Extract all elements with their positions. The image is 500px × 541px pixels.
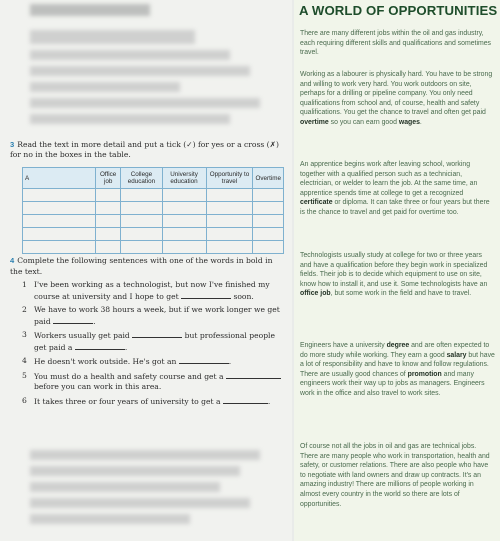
answer-cell[interactable] xyxy=(206,241,253,254)
article-paragraph: Technologists usually study at college for two or three years and have a qualification before they begin work in specialized fields. Their job is to decide which equipment to use on site, know how to install it, and use it. Some technologists have an office job, but some work in the field and have to travel. xyxy=(300,252,488,298)
answer-blank[interactable] xyxy=(53,316,93,324)
answer-cell[interactable] xyxy=(253,228,284,241)
answer-cell[interactable] xyxy=(206,189,253,202)
answer-cell[interactable] xyxy=(96,202,121,215)
instruction-text: Complete the following sentences with one of the words in bold in the text. xyxy=(10,256,273,276)
column-header: College education xyxy=(121,168,162,189)
answer-cell[interactable] xyxy=(96,228,121,241)
article-paragraph: Of course not all the jobs in oil and gas are technical jobs. There are many people who work in transportation, health and safety, or customer relations. There are also people who have to negotiate with land owners and draw up contracts. It's an amazing industry! There are millions of people working in almost every country in the world so there are lots of opportunities. xyxy=(300,443,490,508)
table-row xyxy=(23,202,284,215)
answer-blank[interactable] xyxy=(181,291,231,299)
answer-cell[interactable] xyxy=(121,189,162,202)
answer-blank[interactable] xyxy=(223,396,268,404)
exercise-number: 4 xyxy=(10,256,15,265)
table-row xyxy=(23,189,284,202)
answer-cell[interactable] xyxy=(23,189,96,202)
list-item: 6 It takes three or four years of university to get a . xyxy=(22,395,271,406)
answer-cell[interactable] xyxy=(23,241,96,254)
answer-cell[interactable] xyxy=(253,189,284,202)
blurred-text-line xyxy=(30,114,230,124)
answer-cell[interactable] xyxy=(23,215,96,228)
answer-cell[interactable] xyxy=(206,202,253,215)
answer-cell[interactable] xyxy=(162,215,206,228)
answer-cell[interactable] xyxy=(23,228,96,241)
list-item: 1 I've been working as a technologist, but now I've finished my course at university and I hope to get soon. xyxy=(22,280,270,301)
answer-cell[interactable] xyxy=(162,228,206,241)
exercise-4-instruction xyxy=(10,256,285,277)
article-paragraph: There are many different jobs within the oil and gas industry, each requiring different skills and qualifications and sometimes travel. xyxy=(300,30,491,57)
blurred-text-line xyxy=(30,514,190,524)
answer-cell[interactable] xyxy=(206,215,253,228)
table-header-row xyxy=(23,168,284,189)
table-row xyxy=(23,228,284,241)
article-paragraph: An apprentice begins work after leaving school, working together with a qualified person such as a technician, electrician, or welder to learn the job. At the same time, an apprentice spends time at college to get a recognized certificate or diploma. It can take three or four years but there is the chance to travel and get paid for overtime too. xyxy=(300,161,490,216)
blurred-text-line xyxy=(30,98,260,108)
table-row xyxy=(23,241,284,254)
list-item: 2 We have to work 38 hours a week, but if we work longer we get paid . xyxy=(22,305,280,326)
answer-cell[interactable] xyxy=(121,228,162,241)
article-paragraph: Working as a labourer is physically hard. You have to be strong and willing to work very hard. You work outdoors on site, perhaps for a drilling or pipeline company. You only need qualifications from school and, of course, health and safety qualifications. You get the chance to travel and often get paid overtime so you can earn good wages. xyxy=(300,71,493,126)
answer-cell[interactable] xyxy=(121,241,162,254)
blurred-text-line xyxy=(30,482,220,492)
answer-cell[interactable] xyxy=(162,189,206,202)
blurred-text-line xyxy=(30,30,195,44)
blurred-text-line xyxy=(30,66,250,76)
answer-blank[interactable] xyxy=(75,342,125,350)
answer-cell[interactable] xyxy=(253,241,284,254)
article-title: A WORLD OF OPPORTUNITIES xyxy=(299,3,498,18)
column-header: A xyxy=(23,168,96,189)
sentence-list xyxy=(22,280,284,410)
blurred-heading xyxy=(30,4,150,16)
blurred-text-line xyxy=(30,450,260,460)
list-item: 3 Workers usually get paid but professional people get paid a . xyxy=(22,330,275,352)
answer-blank[interactable] xyxy=(132,330,182,338)
answer-cell[interactable] xyxy=(121,202,162,215)
column-header: Office job xyxy=(96,168,121,189)
answer-blank[interactable] xyxy=(179,356,229,364)
column-header: Overtime xyxy=(253,168,284,189)
blurred-text-line xyxy=(30,50,230,60)
answer-cell[interactable] xyxy=(96,215,121,228)
list-item: 5 You must do a health and safety course and get a before you can work in this area. xyxy=(22,371,284,393)
article-paragraph: Engineers have a university degree and are often expected to do more study while working. They earn a good salary but have a lot of responsibility and have to know and follow regulations. There are usually good chances of promotion and many engineers work their way up to jobs as managers. Engineers work in the office and also travel to work sites. xyxy=(300,342,495,397)
blurred-text-line xyxy=(30,498,250,508)
answer-cell[interactable] xyxy=(121,215,162,228)
answer-cell[interactable] xyxy=(206,228,253,241)
answer-cell[interactable] xyxy=(96,189,121,202)
tick-table xyxy=(22,167,284,254)
blurred-text-line xyxy=(30,82,180,92)
instruction-text: Read the text in more detail and put a tick (✓) for yes or a cross (✗) for no in the boxes in the table. xyxy=(10,140,279,159)
answer-cell[interactable] xyxy=(162,202,206,215)
exercise-3-instruction xyxy=(10,140,285,160)
list-item: 4 He doesn't work outside. He's got an . xyxy=(22,356,232,366)
answer-cell[interactable] xyxy=(23,202,96,215)
answer-cell[interactable] xyxy=(162,241,206,254)
answer-cell[interactable] xyxy=(96,241,121,254)
column-header: Opportunity to travel xyxy=(206,168,253,189)
column-header: University education xyxy=(162,168,206,189)
table-row xyxy=(23,215,284,228)
answer-cell[interactable] xyxy=(253,202,284,215)
exercise-number: 3 xyxy=(10,140,15,149)
answer-blank[interactable] xyxy=(226,371,281,379)
blurred-text-line xyxy=(30,466,240,476)
answer-cell[interactable] xyxy=(253,215,284,228)
